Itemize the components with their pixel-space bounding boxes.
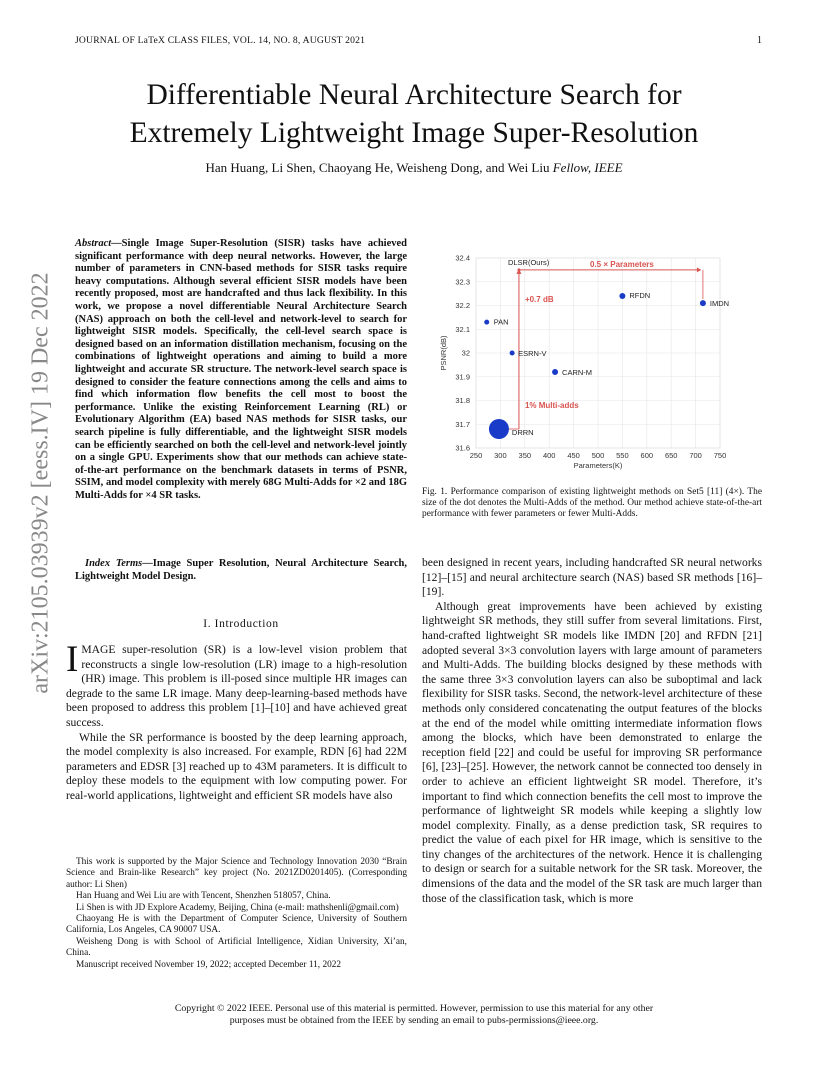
abstract <box>75 238 407 502</box>
x-tick-label: 600 <box>640 451 654 460</box>
y-tick-label: 32 <box>461 348 470 358</box>
point-rfdn <box>619 293 625 299</box>
page-number: 1 <box>757 35 762 46</box>
author-suffix: Fellow, IEEE <box>552 160 623 175</box>
x-tick-label: 350 <box>518 451 532 460</box>
point-dlsr-ours <box>517 268 520 271</box>
footnote-affiliation-3: Chaoyang He is with the Department of Computer Science, University of Southern California, Los Angeles, CA 90007 USA. <box>66 914 407 936</box>
copyright-notice: Copyright © 2022 IEEE. Personal use of this material is permitted. However, permission to use this material for any other purposes must be obtained from the IEEE by sending an email to pubs-permissions@ieee.org. <box>174 1003 654 1026</box>
intro-dropcap: I <box>66 639 79 680</box>
figure-caption: Fig. 1. Performance comparison of existing lightweight methods on Set5 [11] (4×). The size of the dot denotes the Multi-Adds of the method. Our method achieve state-of-the-art performance with fewer parameters or fewer Multi-Adds. <box>422 487 762 520</box>
point-label-drrn: DRRN <box>511 428 534 437</box>
intro-text <box>66 639 407 804</box>
intro-paragraph-1 <box>66 639 407 731</box>
intro-paragraph-2: While the SR performance is boosted by the deep learning approach, the model complexity is also increased. For example, RDN [6] had 22M parameters and EDSR [3] reached up to 43M parameters. It is difficult to deploy these models to the equipment with low computing power. For real-world applications, lightweight and efficient SR models have also <box>66 730 407 802</box>
running-head: JOURNAL OF LaTeX CLASS FILES, VOL. 14, NO. 8, AUGUST 2021 <box>75 35 366 46</box>
y-tick-label: 32.4 <box>455 253 470 263</box>
arxiv-stamp <box>14 272 68 694</box>
right-column-text <box>422 556 762 906</box>
point-imdn <box>700 300 706 306</box>
intro-paragraph-1-text: MAGE super-resolution (SR) is a low-level vision problem that reconstructs a single low-resolution (LR) image to a high-resolution (HR) image. This problem is ill-posed since multiple HR images can degrade to the same LR image. Many deep-learning-based methods have been proposed to address this problem [1]–[10] and have achieved great success. <box>66 643 407 729</box>
x-tick-label: 750 <box>713 451 727 460</box>
point-label-pan: PAN <box>493 317 509 327</box>
right-paragraph-1: been designed in recent years, including handcrafted SR neural networks [12]–[15] and neural architecture search (NAS) based SR methods [16]–[19]. <box>422 556 762 599</box>
paper-title-line-1: Differentiable Neural Architecture Search for <box>146 79 682 111</box>
x-tick-label: 450 <box>567 451 580 460</box>
y-tick-label: 31.9 <box>455 372 470 382</box>
arxiv-stamp-text: arXiv:2105.03939v2 [eess.IV] 19 Dec 2022 <box>27 272 54 694</box>
x-tick-label: 300 <box>494 451 507 460</box>
index-terms <box>75 558 407 583</box>
y-tick-label: 32.3 <box>455 277 470 287</box>
x-tick-label: 250 <box>469 451 483 460</box>
y-tick-label: 31.8 <box>455 396 470 405</box>
footnote-affiliation-2: Li Shen is with JD Explore Academy, Beijing, China (e-mail: mathshenli@gmail.com) <box>76 902 399 913</box>
x-tick-label: 650 <box>664 451 678 460</box>
y-tick-label: 32.2 <box>455 301 470 310</box>
index-terms-body: —Image Super Resolution, Neural Architecture Search, Lightweight Model Design. <box>75 558 407 582</box>
section-heading: I. Introduction <box>203 618 279 630</box>
x-tick-label: 400 <box>542 451 556 460</box>
right-paragraph-2: Although great improvements have been achieved by existing lightweight SR methods, they still suffer from several limitations. First, hand-crafted lightweight SR models like IMDN [20] and RFDN [21] adopted several 3×3 convolution layers with large amount of parameters and Multi-Adds. The building blocks designed by these methods with the same three 3×3 convolution layers can also be suboptimal and lack flexibility for SISR tasks. Second, the network-level architecture of these methods only considered concatenating the output features of the blocks at the end of the model while omitting intermediate information flows among the blocks, which have been demonstrated to enlarge the reception field [22] and could be useful for improving SR performance [6], [23]–[25]. However, the network cannot be connected too densely in order to achieve an efficient lightweight SR model. Therefore, it’s important to find which connection benefits the cell most to improve the performance of lightweight SR models while keeping a slightly low model complexity. Finally, as a dense prediction task, SR requires to predict the value of each pixel for HR image, which is sensitive to the tiny changes of the architectures of the network. Hence it is challenging to design or search for a suitable network for the SR task. Moreover, the dimensions of the data and the model of the SR task are much larger than those of the classification task, which is more <box>422 599 762 905</box>
point-label-dlsr-ours: DLSR(Ours) <box>507 257 550 267</box>
point-label-imdn: IMDN <box>709 299 730 309</box>
abstract-lead: Abstract <box>75 238 112 249</box>
footnotes <box>66 857 407 971</box>
point-label-carn-m: CARN-M <box>562 368 593 377</box>
point-pan <box>484 320 489 325</box>
y-tick-label: 31.6 <box>455 443 470 453</box>
abstract-body: —Single Image Super-Resolution (SISR) tasks have achieved significant performance with deep neural networks. However, the large number of parameters in CNN-based methods for SISR tasks require heavy computations. Although several efficient SISR models have been recently proposed, most are handcrafted and thus lack flexibility. In this work, we propose a novel differentiable Neural Architecture Search (NAS) approach on both the cell-level and network-level to search for lightweight SISR models. Specifically, the cell-level search space is designed based on an information distillation mechanism, focusing on the combinations of lightweight operations and aiming to build a more lightweight and accurate SR structure. The network-level search space is designed to consider the feature connections among the cells and aims to find which information flow benefits the cell most to boost the performance. Unlike the existing Reinforcement Learning (RL) or Evolutionary Algorithm (EA) based NAS methods for SISR tasks, our search pipeline is fully differentiable, and the lightweight SISR models can be efficiently searched on both the cell-level and network-level jointly on a single GPU. Experiments show that our methods can achieve state-of-the-art performance on the benchmark datasets in terms of PSNR, SSIM, and model complexity with merely 68G Multi-Adds for ×2 and 18G Multi-Adds for ×4 SR tasks. <box>75 238 407 501</box>
point-esrn-v <box>510 351 515 356</box>
footnote-affiliation-4: Weisheng Dong is with School of Artificial Intelligence, Xidian University, Xi’an, China. <box>66 936 407 959</box>
annotation-psnr-gain: +0.7 dB <box>524 295 554 304</box>
x-tick-label: 550 <box>616 451 629 460</box>
index-terms-lead: Index Terms <box>85 558 143 569</box>
footnote-funding: This work is supported by the Major Science and Technology Innovation 2030 “Brain Science and Brain-like Research” key project (No. 2021ZD0201405). (Corresponding author: Li Shen) <box>66 857 407 890</box>
point-drrn <box>489 419 509 439</box>
point-label-esrn-v: ESRN-V <box>518 349 547 358</box>
point-carn-m <box>552 369 558 375</box>
author-names: Han Huang, Li Shen, Chaoyang He, Weisheng Dong, and Wei Liu <box>205 160 550 175</box>
paper-title <box>60 76 768 152</box>
author-list <box>60 160 768 176</box>
y-axis-label: PSNR(dB) <box>439 335 448 371</box>
footnote-manuscript: Manuscript received November 19, 2022; accepted December 11, 2022 <box>76 959 342 970</box>
point-label-rfdn: RFDN <box>629 291 651 300</box>
footnote-affiliation-1: Han Huang and Wei Liu are with Tencent, Shenzhen 518057, China. <box>76 891 331 902</box>
x-axis-label: Parameters(K) <box>573 461 623 470</box>
x-tick-label: 500 <box>591 451 605 460</box>
figure-1-chart <box>422 246 762 476</box>
paper-title-line-2: Extremely Lightweight Image Super-Resolution <box>129 117 699 149</box>
y-tick-label: 31.7 <box>455 419 470 429</box>
annotation-params: 0.5 × Parameters <box>590 259 654 269</box>
annotation-multiadds: 1% Multi-adds <box>524 401 579 410</box>
y-tick-label: 32.1 <box>455 324 470 334</box>
x-tick-label: 700 <box>689 451 702 460</box>
